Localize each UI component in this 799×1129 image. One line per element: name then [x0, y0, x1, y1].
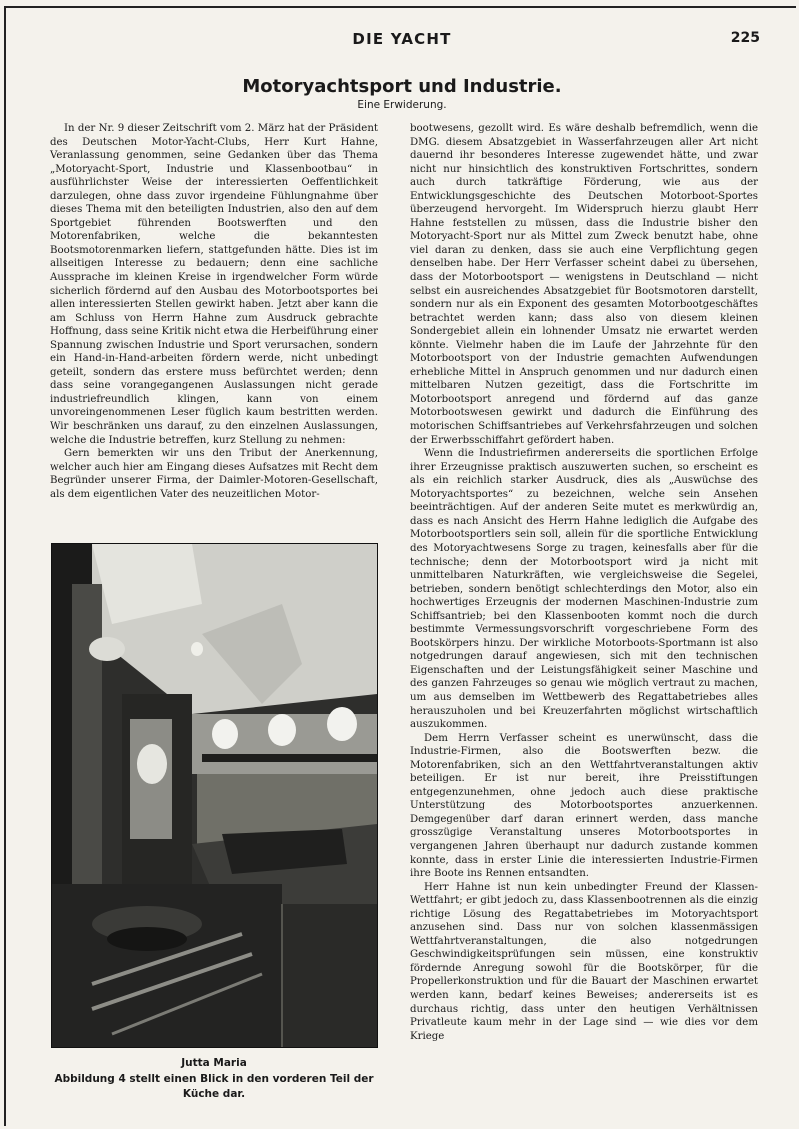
- left-column: [50, 122, 378, 501]
- page-header: [44, 30, 760, 52]
- paragraph: In der Nr. 9 dieser Zeitschrift vom 2. März hat der Präsident des Deutschen Motor-Yacht-Clubs, Herr Kurt Hahne, Veranlassung genommen, seine Gedanken über das Thema „Motoryacht-Sport, Industrie und Klassenbootbau“ in ausführlichster Weise der interessierten Oeffentlichkeit darzulegen, ohne dass zuvor irgendeine Fühlungnahme über dieses Thema mit den beteiligten Industrien, also den auf dem Sportgebiet führenden Bootswerften und den Motorenfabriken, welche die bekanntesten Bootsmotorenmarken liefern, stattgefunden hätte. Dies ist im allseitigen Interesse zu bedauern; denn eine sachliche Aussprache im kleinen Kreise in irgendwelcher Form würde sicherlich fördernd auf den Ausbau des Motorbootsportes bei allen interessierten Stellen gewirkt haben. Jetzt aber kann die am Schluss von Herrn Hahne zum Ausdruck gebrachte Hoffnung, dass seine Kritik nicht etwa die Herbeiführung einer Spannung zwischen Industrie und Sport verursachen, sondern ein Hand-in-Hand-arbeiten fördern werde, nicht unbedingt geteilt, sondern das erstere muss befürchtet werden; denn dass seine vorangegangenen Auslassungen nicht gerade industriefreundlich klingen, kann von einem unvoreingenommenen Leser füglich kaum bestritten werden. Wir beschränken uns darauf, zu den einzelnen Auslassungen, welche die Industrie betreffen, kurz Stellung zu nehmen:: [50, 123, 378, 446]
- paragraph: Wenn die Industriefirmen andererseits die sportlichen Erfolge ihrer Erzeugnisse praktisch auszuwerten suchen, so erscheint es als ein reichlich starker Ausdruck, dies als „Auswüchse des Motoryachtsportes“ zu bezeichnen, welche sein Ansehen beeinträchtigen. Auf der anderen Seite mutet es merkwürdig an, dass es nach Ansicht des Herrn Hahne lediglich die Aufgabe des Motorbootsportlers sein soll, allein für die sportliche Entwicklung des Motoryachtwesens Sorge zu tragen, keinesfalls aber für die technische; denn der Motorbootsport wird ja nicht mit unmittelbaren Naturkräften, wie vergleichsweise die Segelei, betrieben, sondern benötigt schlechterdings den Motor, also ein hochwertiges Erzeugnis der modernen Maschinen-Industrie zum Schiffsantrieb; bei den Klassenbooten kommt noch die durch bestimmte Vermessungsvorschrift vorgeschriebene Form des Bootskörpers hinzu. Der wirkliche Motorboots-Sportmann ist also notgedrungen darauf angewiesen, sich mit den technischen Eigenschaften und der Leistungsfähigkeit seiner Maschine und des ganzen Fahrzeuges so genau wie möglich vertraut zu machen, um aus demselben im Wettbewerb des Regattabetriebes alles herauszuholen und bei Kreuzerfahrten möglichst wirtschaftlich auszukommen.: [410, 448, 758, 731]
- article-title: Motoryachtsport und Industrie.: [242, 76, 562, 97]
- figure-caption: Abbildung 4 stellt einen Blick in den vorderen Teil der Küche dar.: [54, 1073, 374, 1100]
- paragraph: bootwesens, gezollt wird. Es wäre deshalb befremdlich, wenn die DMG. diesem Absatzgebiet in Wasserfahrzeugen aller Art nicht dauernd ihr besonderes Interesse zugewendet hätte, und zwar nicht nur hinsichtlich des konstruktiven Fortschrittes, sondern auch durch tatkräftige Förderung, wie aus der Entwicklungsgeschichte des Deutschen Motorboot-Sportes überzeugend hervorgeht. Im Widerspruch hierzu glaubt Herr Hahne feststellen zu müssen, dass die Industrie bisher den Motoryacht-Sport nur als Mittel zum Zweck benutzt habe, ohne viel daran zu denken, dass sie auch eine Verpflichtung gegen denselben habe. Der Herr Verfasser scheint dabei zu übersehen, dass der Motorbootsport — wenigstens in Deutschland — nicht selbst ein ausreichendes Absatzgebiet für Bootsmotoren darstellt, sondern nur als ein Exponent des gesamten Motorbootgeschäftes betrachtet werden kann; dass also von diesem kleinen Sondergebiet allein ein lohnender Umsatz nie erwartet werden könnte. Vielmehr haben die im Laufe der Jahrzehnte für den Motorbootsport von der Industrie gemachten Aufwendungen erhebliche Mittel in Anspruch genommen und nur dadurch einen mittelbaren Nutzen gezeitigt, dass die Fortschritte im Motorbootsport anregend und fördernd auf das ganze Motorbootswesen gewirkt und dadurch die Einführung des motorischen Schiffsantriebes auf Verkehrsfahrzeugen und solchen der Erwerbsschiffahrt gefördert haben.: [410, 123, 758, 446]
- figure-caption-title: Jutta Maria: [181, 1057, 247, 1069]
- paragraph: Herr Hahne ist nun kein unbedingter Freund der Klassen-Wettfahrt; er gibt jedoch zu, dass Klassenbootrennen als die einzig richtige Lösung des Regattabetriebes im Motoryachtsport anzusehen sind. Dass nur von solchen klassenmässigen Wettfahrtveranstaltungen, die also notgedrungen Geschwindigkeitsprüfungen sein müssen, eine konstruktiv fördernde Anregung sowohl für die Bootskörper, für die Propellerkonstruktion und für die Bauart der Maschinen erwartet werden kann, bedarf keines Beweises; andererseits ist es durchaus richtig, dass unter den heutigen Verhältnissen Privatleute kaum mehr in der Lage sind — wie dies vor dem Kriege: [410, 881, 758, 1042]
- page-number: 225: [730, 30, 760, 46]
- running-head: DIE YACHT: [352, 30, 452, 48]
- kitchen-photo-illustration: [52, 544, 377, 1047]
- paragraph: Dem Herrn Verfasser scheint es unerwünscht, dass die Industrie-Firmen, also die Bootswerften bezw. die Motorenfabriken, sich an den Wettfahrtveranstaltungen aktiv beteiligen. Er ist nur bereit, ihre Preisstiftungen entgegenzunehmen, ohne jedoch auch diese praktische Unterstützung des Motorbootsportes anzuerkennen. Demgegenüber darf daran erinnert werden, dass manche grosszügige Veranstaltung unseres Motorbootsportes in vergangenen Jahren überhaupt nur dadurch zustande kommen konnte, dass in erster Linie die interessierten Industrie-Firmen ihre Boote ins Rennen entsandten.: [410, 732, 758, 880]
- paragraph: Gern bemerkten wir uns den Tribut der Anerkennung, welcher auch hier am Eingang dieses Aufsatzes mit Recht dem Begründer unserer Firma, der Daimler-Motoren-Gesellschaft, als dem eigentlichen Vater des neuzeitlichen Motor-: [50, 448, 378, 500]
- kitchen-photograph: [51, 543, 378, 1048]
- right-column: [410, 122, 758, 1043]
- article-subtitle: Eine Erwiderung.: [357, 99, 447, 111]
